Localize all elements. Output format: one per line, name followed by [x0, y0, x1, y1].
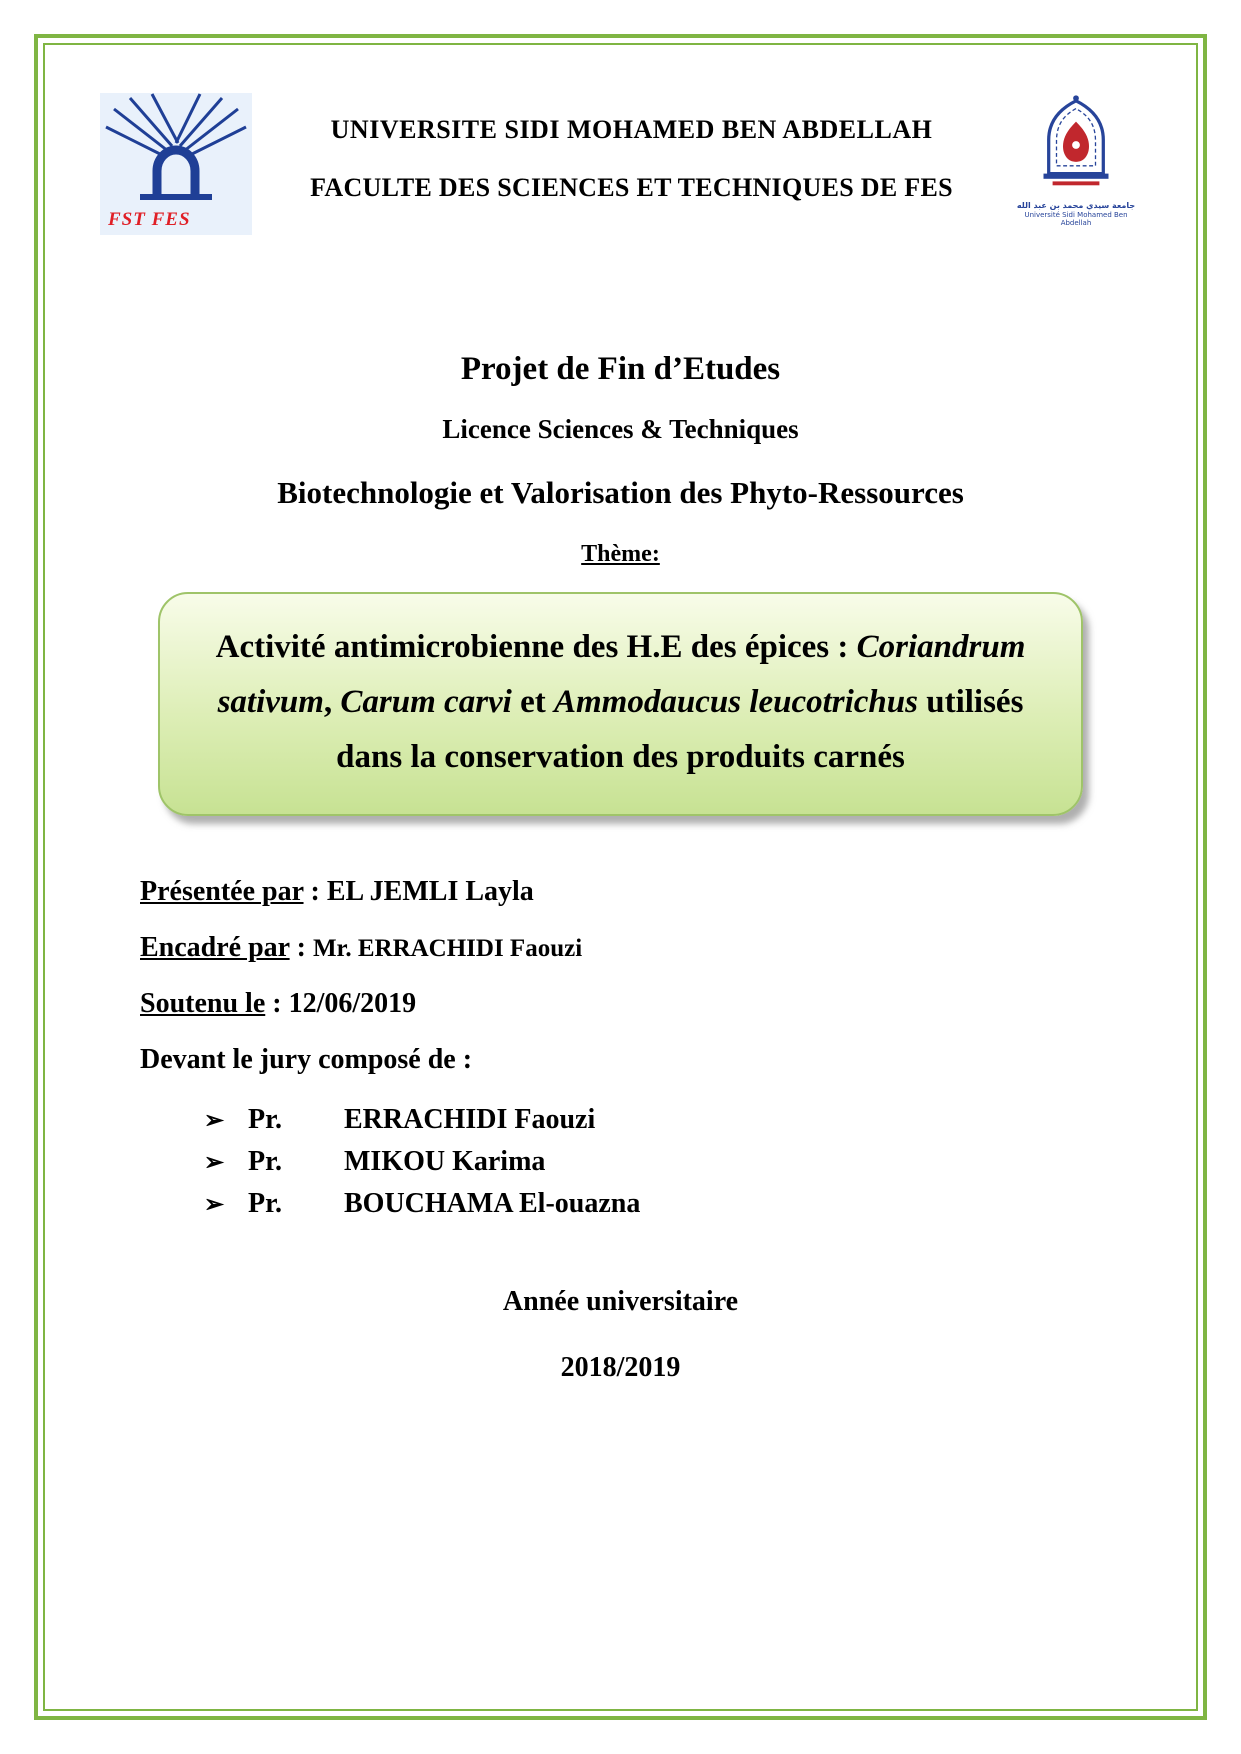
faculty-name: FACULTE DES SCIENCES ET TECHNIQUES DE FES	[310, 173, 953, 202]
jury-member	[204, 1104, 1141, 1136]
institution-titles	[252, 93, 1011, 203]
jury-member-name: ERRACHIDI Faouzi	[344, 1104, 596, 1136]
supervised-by-label: Encadré par	[140, 932, 290, 964]
thesis-title-box	[158, 592, 1083, 816]
thesis-title	[194, 620, 1047, 784]
emblem-icon	[1024, 93, 1128, 197]
supervised-by-line	[140, 932, 1141, 964]
university-emblem	[1011, 93, 1141, 228]
presented-by-label: Présentée par	[140, 876, 304, 908]
jury-member	[204, 1188, 1141, 1220]
jury-member	[204, 1146, 1141, 1178]
details-section	[140, 876, 1141, 1220]
separator: :	[289, 932, 313, 964]
fst-logo	[100, 93, 252, 235]
footer	[100, 1286, 1141, 1384]
arrow-bullet-icon: ➢	[204, 1192, 225, 1219]
theme-label: Thème:	[581, 541, 660, 567]
academic-year: 2018/2019	[560, 1352, 681, 1384]
title-segment: ,	[323, 683, 341, 720]
defended-on-value: 12/06/2019	[288, 988, 417, 1020]
academic-year-label: Année universitaire	[502, 1286, 739, 1318]
inner-border	[43, 43, 1198, 1711]
jury-member-name: MIKOU Karima	[344, 1146, 546, 1178]
title-segment-latin: Ammodaucus leucotrichus	[554, 683, 918, 720]
title-segment: Activité antimicrobienne des H.E des épices :	[215, 629, 857, 665]
defended-on-label: Soutenu le	[140, 988, 266, 1020]
presented-by-line	[140, 876, 1141, 908]
title-segment-latin: Carum carvi	[340, 683, 512, 720]
fst-logo-text: FST FES	[108, 209, 191, 230]
outer-border	[34, 34, 1207, 1720]
title-segment: et	[511, 683, 554, 720]
program-title: Biotechnologie et Valorisation des Phyto-Ressources	[277, 475, 964, 510]
jury-intro: Devant le jury composé de :	[140, 1044, 473, 1076]
university-name: UNIVERSITE SIDI MOHAMED BEN ABDELLAH	[330, 115, 933, 144]
defended-on-line	[140, 988, 1141, 1020]
jury-member-title: Pr.	[248, 1104, 282, 1136]
jury-member-title: Pr.	[248, 1146, 282, 1178]
presented-by-value: EL JEMLI Layla	[326, 876, 534, 908]
jury-member-title: Pr.	[248, 1188, 282, 1220]
intro-section	[100, 351, 1141, 568]
supervised-by-value: Mr. ERRACHIDI Faouzi	[312, 935, 583, 963]
page-content	[45, 45, 1196, 1384]
title-segment: utilisés dans la conservation des produits carnés	[336, 683, 1024, 775]
project-title: Projet de Fin d’Etudes	[460, 351, 781, 387]
emblem-caption-arabic: جامعة سيدي محمد بن عبد الله	[1016, 201, 1136, 210]
arrow-bullet-icon: ➢	[204, 1108, 225, 1135]
emblem-caption: Université Sidi Mohamed Ben Abdellah	[1024, 210, 1128, 228]
separator: :	[265, 988, 289, 1020]
jury-list	[204, 1104, 1141, 1220]
jury-member-name: BOUCHAMA El-ouazna	[344, 1188, 641, 1220]
separator: :	[303, 876, 327, 908]
title-segment-latin: Coriandrum sativum	[217, 629, 1026, 720]
degree-title: Licence Sciences & Techniques	[442, 414, 799, 444]
header	[100, 93, 1141, 235]
arrow-bullet-icon: ➢	[204, 1150, 225, 1177]
